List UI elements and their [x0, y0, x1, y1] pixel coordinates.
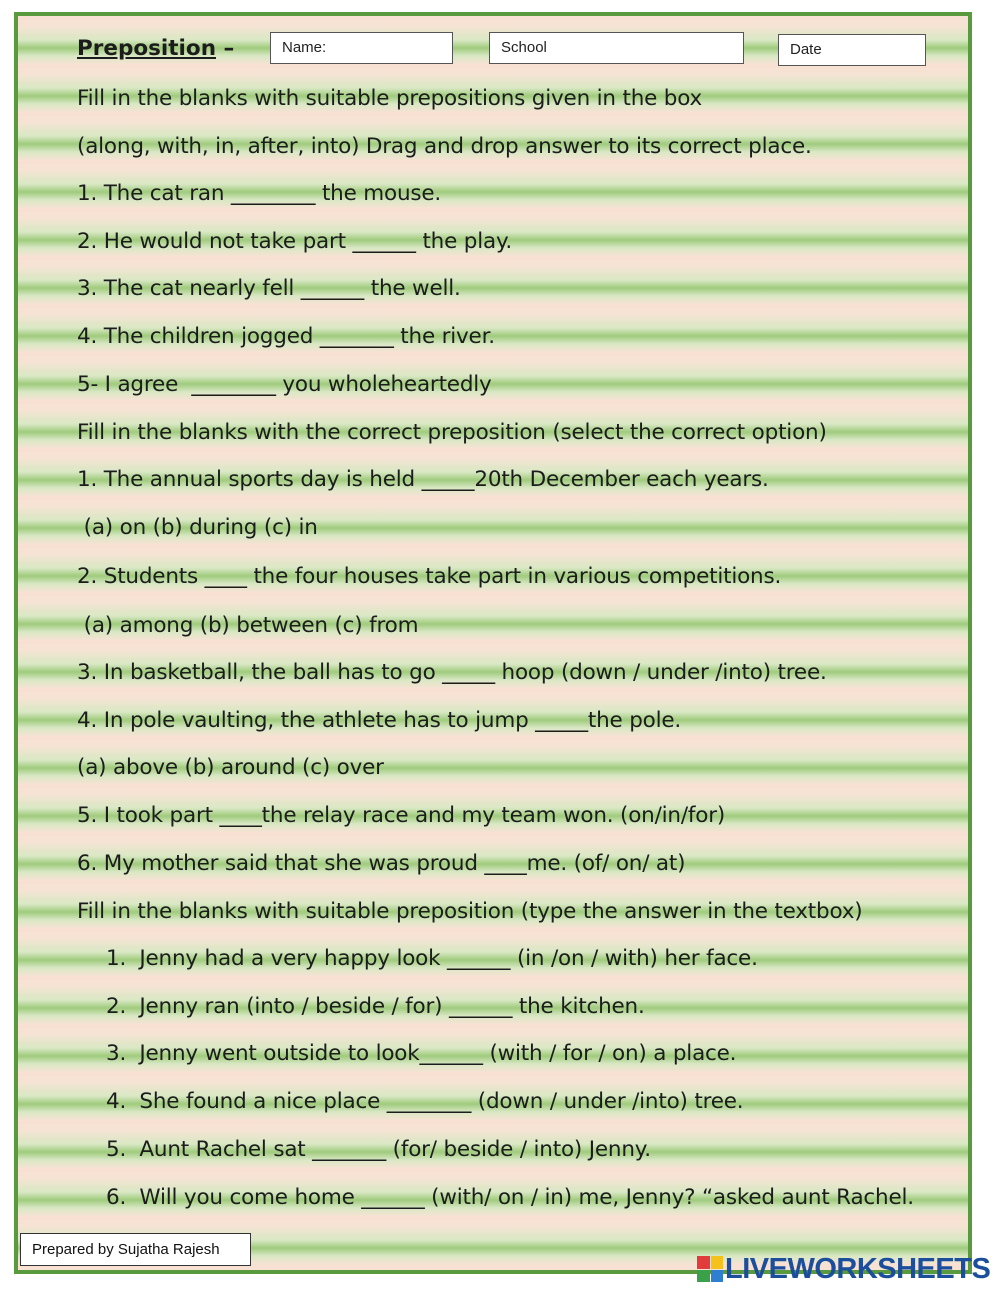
logo-mark-icon [697, 1256, 723, 1282]
select-question-2: 2. Students ____ the four houses take part in various competitions. [77, 564, 782, 589]
drag-question-1: 1. The cat ran ________ the mouse. [77, 181, 442, 206]
instruction-1: Fill in the blanks with suitable prepositions given in the box [77, 86, 703, 111]
select-question-5: 5. I took part ____the relay race and my team won. (on/in/for) [77, 803, 726, 828]
page-title [77, 36, 234, 61]
drag-question-2: 2. He would not take part ______ the play. [77, 229, 513, 254]
date-field[interactable]: Date [778, 34, 926, 66]
drag-question-5: 5- I agree ________ you wholeheartedly [77, 372, 492, 397]
worksheet [14, 12, 972, 1274]
select-question-2-options: (a) among (b) between (c) from [77, 613, 419, 638]
school-field[interactable]: School [489, 32, 744, 64]
type-question-5: 5. Aunt Rachel sat _______ (for/ beside / into) Jenny. [106, 1137, 651, 1162]
instruction-3: Fill in the blanks with suitable preposition (type the answer in the textbox) [77, 899, 863, 924]
title-dash: – [223, 36, 235, 61]
author-credit: Prepared by Sujatha Rajesh [20, 1233, 251, 1266]
title-text: Preposition [77, 36, 216, 61]
instruction-2: Fill in the blanks with the correct preposition (select the correct option) [77, 420, 827, 445]
select-question-6: 6. My mother said that she was proud ____me. (of/ on/ at) [77, 851, 686, 876]
type-question-1: 1. Jenny had a very happy look ______ (in /on / with) her face. [106, 946, 758, 971]
drag-question-3: 3. The cat nearly fell ______ the well. [77, 276, 461, 301]
type-question-4: 4. She found a nice place ________ (down / under /into) tree. [106, 1089, 744, 1114]
drag-question-4: 4. The children jogged _______ the river. [77, 324, 495, 349]
select-question-3: 3. In basketball, the ball has to go _____ hoop (down / under /into) tree. [77, 660, 827, 685]
select-question-4: 4. In pole vaulting, the athlete has to jump _____the pole. [77, 708, 682, 733]
type-question-3: 3. Jenny went outside to look______ (with / for / on) a place. [106, 1041, 737, 1066]
select-question-1: 1. The annual sports day is held _____20th December each years. [77, 467, 769, 492]
type-question-6: 6. Will you come home ______ (with/ on / in) me, Jenny? “asked aunt Rachel. [106, 1185, 914, 1210]
type-question-2: 2. Jenny ran (into / beside / for) ______ the kitchen. [106, 994, 645, 1019]
select-question-1-options: (a) on (b) during (c) in [77, 515, 318, 540]
select-question-4-options: (a) above (b) around (c) over [77, 755, 384, 780]
liveworksheets-logo[interactable] [697, 1254, 990, 1284]
name-field[interactable]: Name: [270, 32, 453, 64]
instruction-1-options: (along, with, in, after, into) Drag and drop answer to its correct place. [77, 134, 812, 159]
brand-name: LIVEWORKSHEETS [725, 1252, 991, 1285]
